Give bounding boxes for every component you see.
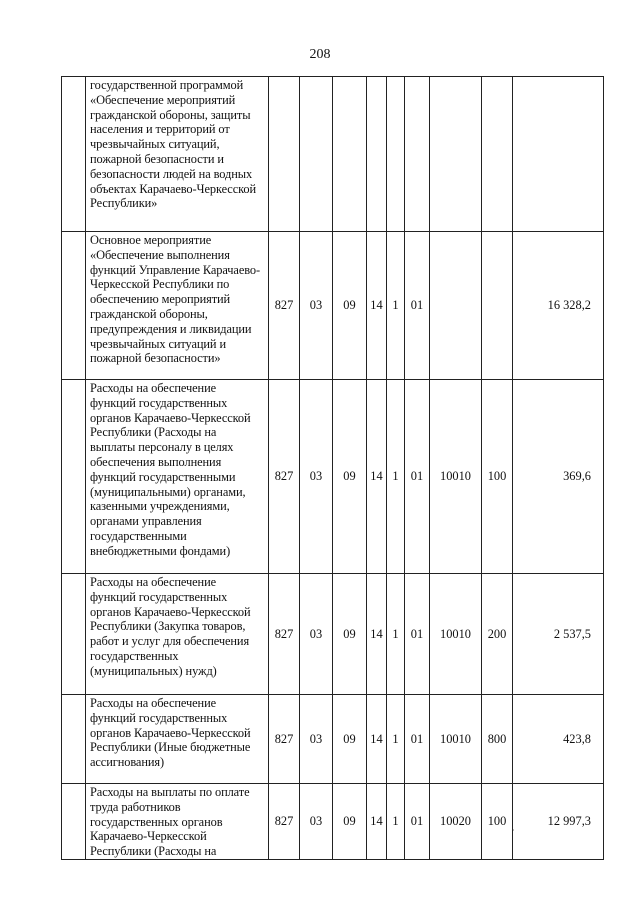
expense-type-cell: 200 (482, 574, 513, 695)
section-cell: 03 (300, 380, 333, 574)
program-cell: 14 (367, 695, 387, 784)
program-cell: 14 (367, 232, 387, 380)
scan-mark: · (512, 826, 515, 835)
program-cell: 14 (367, 574, 387, 695)
amount-cell: 369,6 (513, 380, 604, 574)
subprogram-cell: 1 (387, 784, 405, 860)
amount-cell: 423,8 (513, 695, 604, 784)
ministry-cell: 827 (269, 232, 300, 380)
section-cell (300, 77, 333, 232)
table-row (62, 574, 604, 695)
description-cell: государственной программой «Обеспечение мероприятий гражданской обороны, защиты населения и территорий от чрезвычайных ситуаций, пожарной безопасности и безопасности людей на водных объектах Карачаево-Черкесской Республики» (86, 77, 269, 232)
expense-type-cell (482, 77, 513, 232)
direction-cell (430, 232, 482, 380)
table-row (62, 380, 604, 574)
section-cell: 03 (300, 784, 333, 860)
subsection-cell: 09 (333, 574, 367, 695)
description-cell: Расходы на выплаты по оплате труда работников государственных органов Карачаево-Черкесской Республики (Расходы на (86, 784, 269, 860)
program-cell: 14 (367, 380, 387, 574)
description-cell: Основное мероприятие «Обеспечение выполнения функций Управление Карачаево-Черкесской Республики по обеспечению мероприятий гражданской обороны, предупреждения и ликвидации чрезвычайных ситуаций и пожарной безопасности» (86, 232, 269, 380)
section-cell: 03 (300, 574, 333, 695)
row-index-cell (62, 380, 86, 574)
direction-cell: 10010 (430, 695, 482, 784)
event-cell: 01 (405, 784, 430, 860)
subsection-cell: 09 (333, 380, 367, 574)
ministry-cell (269, 77, 300, 232)
row-index-cell (62, 784, 86, 860)
section-cell: 03 (300, 232, 333, 380)
row-index-cell (62, 232, 86, 380)
table-row (62, 695, 604, 784)
program-cell (367, 77, 387, 232)
ministry-cell: 827 (269, 784, 300, 860)
section-cell: 03 (300, 695, 333, 784)
amount-cell: 12 997,3 (513, 784, 604, 860)
subsection-cell (333, 77, 367, 232)
event-cell (405, 77, 430, 232)
row-index-cell (62, 695, 86, 784)
subprogram-cell: 1 (387, 380, 405, 574)
subsection-cell: 09 (333, 695, 367, 784)
table-row (62, 784, 604, 860)
table-row (62, 232, 604, 380)
event-cell: 01 (405, 232, 430, 380)
row-index-cell (62, 574, 86, 695)
page-number: 208 (309, 47, 331, 62)
direction-cell: 10020 (430, 784, 482, 860)
direction-cell (430, 77, 482, 232)
description-cell: Расходы на обеспечение функций государственных органов Карачаево-Черкесской Республики (Расходы на выплаты персоналу в целях обеспечения выполнения функций государственными (муниципальными) органами, казенными учреждениями, органами управления государственными внебюджетными фондами) (86, 380, 269, 574)
direction-cell: 10010 (430, 574, 482, 695)
subsection-cell: 09 (333, 232, 367, 380)
amount-cell: 2 537,5 (513, 574, 604, 695)
subsection-cell: 09 (333, 784, 367, 860)
expense-type-cell (482, 232, 513, 380)
ministry-cell: 827 (269, 380, 300, 574)
amount-cell: 16 328,2 (513, 232, 604, 380)
event-cell: 01 (405, 380, 430, 574)
expense-type-cell: 800 (482, 695, 513, 784)
subprogram-cell: 1 (387, 695, 405, 784)
event-cell: 01 (405, 574, 430, 695)
event-cell: 01 (405, 695, 430, 784)
ministry-cell: 827 (269, 574, 300, 695)
budget-table (61, 76, 604, 860)
subprogram-cell: 1 (387, 574, 405, 695)
table-row (62, 77, 604, 232)
description-cell: Расходы на обеспечение функций государственных органов Карачаево-Черкесской Республики (Закупка товаров, работ и услуг для обеспечения государственных (муниципальных) нужд) (86, 574, 269, 695)
expense-type-cell: 100 (482, 784, 513, 860)
amount-cell (513, 77, 604, 232)
description-cell: Расходы на обеспечение функций государственных органов Карачаево-Черкесской Республики (Иные бюджетные ассигнования) (86, 695, 269, 784)
program-cell: 14 (367, 784, 387, 860)
subprogram-cell: 1 (387, 232, 405, 380)
row-index-cell (62, 77, 86, 232)
expense-type-cell: 100 (482, 380, 513, 574)
direction-cell: 10010 (430, 380, 482, 574)
ministry-cell: 827 (269, 695, 300, 784)
subprogram-cell (387, 77, 405, 232)
